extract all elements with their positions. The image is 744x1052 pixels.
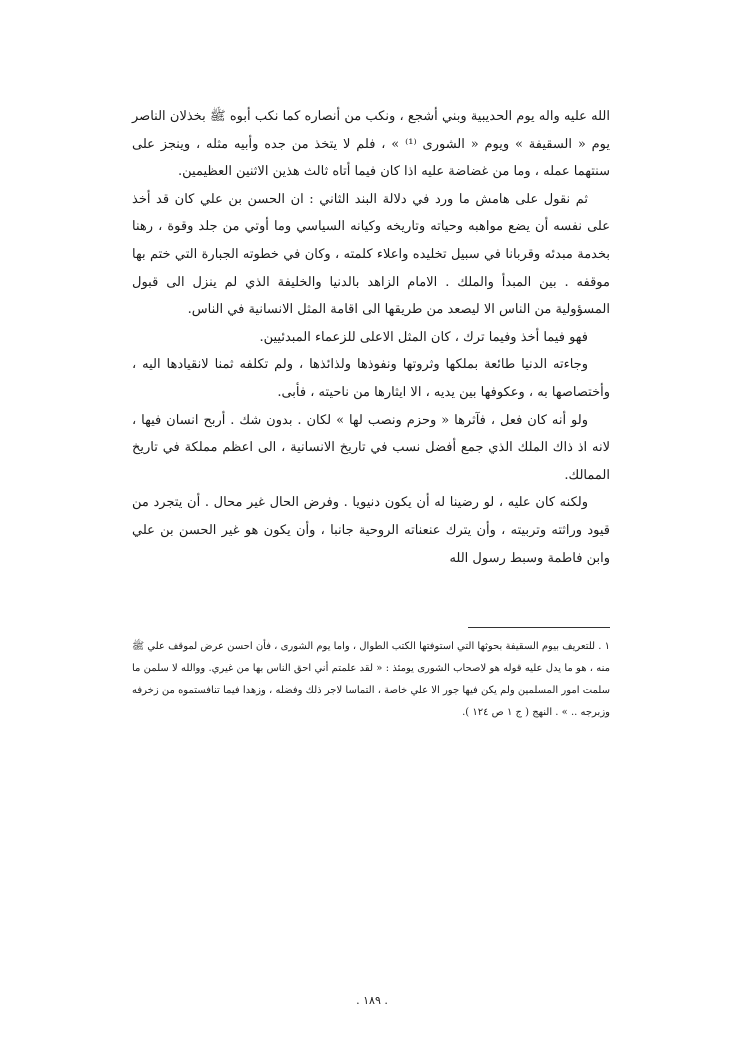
footnote-divider <box>468 627 610 628</box>
footnote <box>132 636 610 724</box>
page-number: . ١٨٩ . <box>356 994 388 1007</box>
paragraph-6: ولكنه كان عليه ، لو رضينا له أن يكون دنيويا . وفرض الحال غير محال . أن يتجرد من قيود وراثته وتربيته ، وأن يترك عنعناته الروحية جانبا ، وأن يكون هو غير الحسن بن علي وابن فاطمة وسبط رسول الله <box>132 495 610 566</box>
paragraph-2: ثم نقول على هامش ما ورد في دلالة البند الثاني : ان الحسن بن علي كان قد أخذ على نفسه أن يضع مواهبه وحياته وتاريخه وكيانه السياسي وما أوتي من جلد وقوة ، رهنا بخدمة مبدئه وقربانا في سبيل تخليده واعلاء كلمته ، وكان في خطوته الجبارة التي ختم بها موقفه . بين المبدأ والملك . الامام الزاهد بالدنيا والخليفة الذي لم ينزل الى قبول المسؤولية من الناس الا ليصعد من طريقها الى اقامة المثل الانسانية في الناس. <box>132 191 610 318</box>
paragraph-1: الله عليه واله يوم الحديبية وبني أشجع ، ونكب من أنصاره كما نكب أبوه ﷺ بخذلان الناصر يوم « السقيفة » ويوم « الشورى ⁽¹⁾ » ، فلم لا يتخذ من جده وأبيه مثله ، وينجز على سنتهما عمله ، وما من غضاضة عليه اذا كان فيما أتاه ثالث هذين الاثنين العظيمين. <box>132 109 610 180</box>
footnote-text: ١ . للتعريف بيوم السقيفة بحوثها التي استوفتها الكتب الطوال ، واما يوم الشورى ، فأن احسن عرض لموقف علي ﷺ منه ، هو ما يدل عليه قوله هو لاصحاب الشورى يومئذ : « لقد علمتم أني احق الناس بها من غيري. ووالله لا سلمن ما سلمت امور المسلمين ولم يكن فيها جور الا علي خاصة ، التماسا لاجر ذلك وفضله ، وزهدا فيما تنافستموه من زخرفه وزبرجه .. » . النهج ( ج ١ ص ١٢٤ ). <box>132 641 610 718</box>
paragraph-5: ولو أنه كان فعل ، فآثرها « وحزم ونصب لها » لكان . بدون شك . أربح انسان فيها ، لانه اذ ذاك الملك الذي جمع أفضل نسب في تاريخ الانسانية ، الى اعظم مملكة في تاريخ الممالك. <box>132 412 610 483</box>
paragraph-4: وجاءته الدنيا طائعة بملكها وثروتها ونفوذها ولذائذها ، ولم تكلفه ثمنا لانقيادها اليه ، وأختصاصها به ، وعكوفها بين يديه ، الا ايثارها من ناحيته ، فأبى. <box>132 357 610 400</box>
main-text <box>132 103 610 572</box>
paragraph-3: فهو فيما أخذ وفيما ترك ، كان المثل الاعلى للزعماء المبدئيين. <box>259 329 588 345</box>
